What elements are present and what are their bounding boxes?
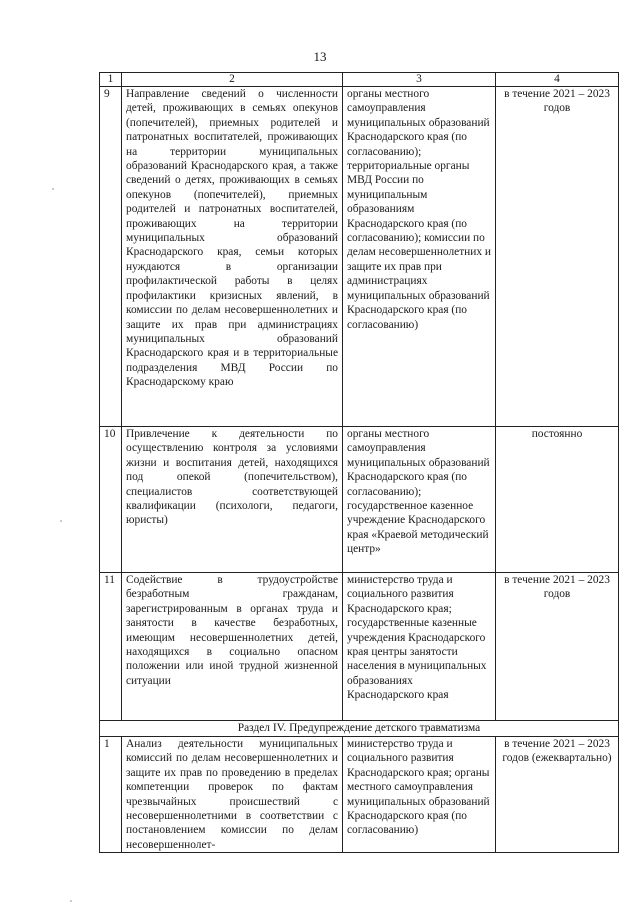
row-term: в течение 2021 – 2023 годов xyxy=(496,573,619,721)
row-activity: Привлечение к деятельности по осуществлению контроля за условиями жизни и воспитания детей, находящихся под опекой (попечительством), специалистов соответствующей квалификации (психологи, педагоги, юристы) xyxy=(122,427,343,573)
table-header-row xyxy=(100,73,619,87)
row-executors: министерство труда и социального развития Краснодарского края; органы местного самоуправления муниципальных образований Краснодарского края (по согласованию) xyxy=(343,737,496,853)
column-header-term: 4 xyxy=(496,73,619,87)
table-row xyxy=(100,573,619,721)
section-title: Раздел IV. Предупреждение детского травматизма xyxy=(100,721,619,737)
measures-table xyxy=(99,72,619,853)
row-number: 10 xyxy=(100,427,122,573)
row-activity: Содействие в трудоустройстве безработным гражданам, зарегистрированным в органах труда и занятости в качестве безработных, имеющим несовершеннолетних детей, находящихся в социально опасном положении или иной трудной жизненной ситуации xyxy=(122,573,343,721)
row-activity: Анализ деятельности муниципальных комиссий по делам несовершеннолетних и защите их прав по проведению в пределах компетенции проверок по фактам чрезвычайных происшествий с несовершеннолетними в соответствии с постановлением комиссии по делам несовершеннолет- xyxy=(122,737,343,853)
row-number: 11 xyxy=(100,573,122,721)
row-executors: министерство труда и социального развития Краснодарского края; государственные казенные учреждения Краснодарского края центры занятости населения в муниципальных образованиях Краснодарского края xyxy=(343,573,496,721)
table-row xyxy=(100,427,619,573)
row-term: в течение 2021 – 2023 годов xyxy=(496,87,619,427)
scan-speck xyxy=(70,900,72,902)
row-term: в течение 2021 – 2023 годов (ежеквартально) xyxy=(496,737,619,853)
column-header-executors: 3 xyxy=(343,73,496,87)
row-executors: органы местного самоуправления муниципальных образований Краснодарского края (по согласованию); территориальные органы МВД России по муниципальным образованиям Краснодарского края (по согласованию); комиссии по делам несовершеннолетних и защите их прав при администрациях муниципальных образований Краснодарского края (по согласованию) xyxy=(343,87,496,427)
column-header-activity: 2 xyxy=(122,73,343,87)
row-number: 9 xyxy=(100,87,122,427)
row-activity: Направление сведений о численности детей, проживающих в семьях опекунов (попечителей), приемных родителей и патронатных воспитателей, проживающих на территории муниципальных образований Краснодарского края, а также сведений о детях, проживающих в семьях опекунов (попечителей), приемных родителей и патронатных воспитателей, проживающих на территории муниципальных образований Краснодарского края, семьи которых нуждаются в организации профилактической работы в целях профилактики кризисных явлений, в комиссии по делам несовершеннолетних и защите их прав при администрациях муниципальных образований Краснодарского края и в территориальные подразделения МВД России по Краснодарскому краю xyxy=(122,87,343,427)
table-row xyxy=(100,87,619,427)
section-header-row xyxy=(100,721,619,737)
page-number: 13 xyxy=(313,49,327,64)
row-term: постоянно xyxy=(496,427,619,573)
scan-speck xyxy=(52,188,54,190)
scan-speck xyxy=(60,520,62,522)
table-row xyxy=(100,737,619,853)
column-header-number: 1 xyxy=(100,73,122,87)
row-number: 1 xyxy=(100,737,122,853)
row-executors: органы местного самоуправления муниципальных образований Краснодарского края (по согласованию); государственное казенное учреждение Краснодарского края «Краевой методический центр» xyxy=(343,427,496,573)
